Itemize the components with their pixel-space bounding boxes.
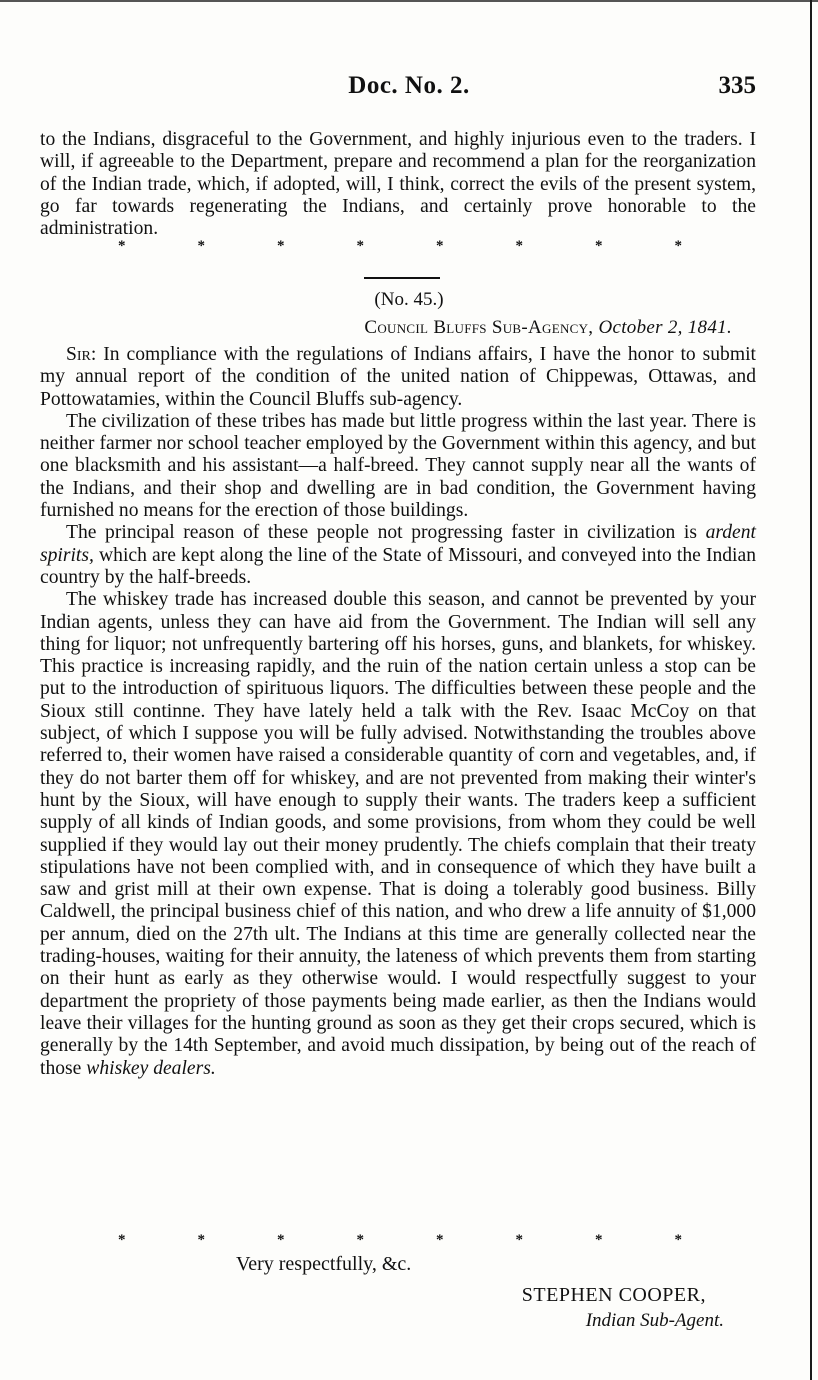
page-top-edge bbox=[0, 0, 818, 2]
paragraph-2: The civilization of these tribes has made but little progress within the last year. There is neither farmer nor school teacher employed by the Government within this agency, and but one blacksmith and his assistant—a half-breed. They cannot supply near all the wants of the Indians, and their shop and dwelling are in bad condition, the Government having furnished no means for the erection of those buildings. bbox=[40, 410, 756, 522]
paragraph-3-emphasis: ardent spirits, bbox=[40, 522, 756, 566]
star: * bbox=[356, 1232, 364, 1248]
letter-body bbox=[40, 344, 756, 1080]
star: * bbox=[515, 238, 523, 254]
star: * bbox=[197, 238, 205, 254]
closing-separator-stars bbox=[118, 1233, 682, 1247]
star: * bbox=[436, 1232, 444, 1248]
paragraph-1 bbox=[40, 344, 756, 411]
paragraph-3 bbox=[40, 522, 756, 589]
signer-name: STEPHEN COOPER, bbox=[521, 1284, 706, 1306]
star: * bbox=[515, 1232, 523, 1248]
star: * bbox=[595, 238, 603, 254]
paragraph-3-text-b: which are kept along the line of the State of Missouri, and conveyed into the Indian country by the half-breeds. bbox=[40, 544, 756, 588]
star: * bbox=[436, 238, 444, 254]
section-rule bbox=[364, 277, 440, 279]
star: * bbox=[277, 1232, 285, 1248]
salutation: Sir: bbox=[66, 344, 97, 365]
star: * bbox=[197, 1232, 205, 1248]
star: * bbox=[118, 1232, 126, 1248]
page-right-edge bbox=[810, 0, 812, 1380]
star: * bbox=[118, 238, 126, 254]
dateline-date: October 2, 1841. bbox=[598, 317, 732, 338]
dateline-place: Council Bluffs Sub-Agency, bbox=[364, 317, 594, 338]
continuation-text: to the Indians, disgraceful to the Government, and highly injurious even to the traders. I will, if agreeable to the Department, prepare and recommend a plan for the reorganization of the Indian trade, which, if adopted, will, I think, correct the evils of the present system, go far towards regenerating the Indians, and certainly prove honorable to the administration. bbox=[40, 129, 756, 240]
paragraph-3-text-a: The principal reason of these people not progressing faster in civilization is bbox=[66, 522, 697, 544]
paragraph-4-text: The whiskey trade has increased double this season, and cannot be prevented by your Indian agents, unless they can have aid from the Government. The Indian will sell any thing for liquor; not unfrequently bartering off his horses, guns, and blankets, for whiskey. This practice is increasing rapidly, and the ruin of the nation certain unless a stop can be put to the introduction of spirituous liquors. The difficulties between these people and the Sioux still continne. They have lately held a talk with the Rev. Isaac McCoy on that subject, of which I suppose you will be fully advised. Notwithstanding the troubles above referred to, their women have raised a considerable quantity of corn and vegetables, and, if they do not barter them off for whiskey, and are not prevented from making their winter's hunt by the Sioux, will have enough to supply their wants. The traders keep a sufficient supply of all kinds of Indian goods, and some provisions, from whom they could be well supplied if they would lay out their money prudently. The chiefs complain that their treaty stipulations have not been complied with, and in consequence of which they have built a saw and grist mill at their own expense. That is doing a tolerably good business. Billy Caldwell, the principal business chief of this nation, and who drew a life annuity of $1,000 per annum, died on the 27th ult. The Indians at this time are generally collected near the trading-houses, waiting for their annuity, the lateness of which prevents them from starting on their hunt as early as they otherwise would. I would respectfully suggest to your department the propriety of those payments being made earlier, as then the Indians would leave their villages for the hunting ground as soon as they get their crops secured, which is generally by the 14th September, and avoid much dissipation, by being out of the reach of those bbox=[40, 589, 756, 1079]
signer-title: Indian Sub-Agent. bbox=[585, 1310, 724, 1331]
star: * bbox=[674, 1232, 682, 1248]
section-separator-stars bbox=[118, 239, 682, 253]
page-header-title: Doc. No. 2. bbox=[348, 72, 470, 99]
continuation-paragraph bbox=[40, 129, 756, 240]
paragraph-4 bbox=[40, 589, 756, 1080]
page-number: 335 bbox=[718, 72, 756, 99]
letter-closing: Very respectfully, &c. bbox=[236, 1253, 412, 1275]
star: * bbox=[356, 238, 364, 254]
star: * bbox=[277, 238, 285, 254]
letter-number: (No. 45.) bbox=[374, 289, 444, 310]
paragraph-4-emphasis: whiskey dealers. bbox=[86, 1057, 216, 1079]
paragraph-1-text: In compliance with the regulations of Indians affairs, I have the honor to submit my annual report of the condition of the united nation of Chippewas, Ottawas, and Pottowatamies, within the Council Bluffs sub-agency. bbox=[40, 344, 756, 410]
letter-dateline bbox=[364, 317, 732, 339]
star: * bbox=[674, 238, 682, 254]
star: * bbox=[595, 1232, 603, 1248]
